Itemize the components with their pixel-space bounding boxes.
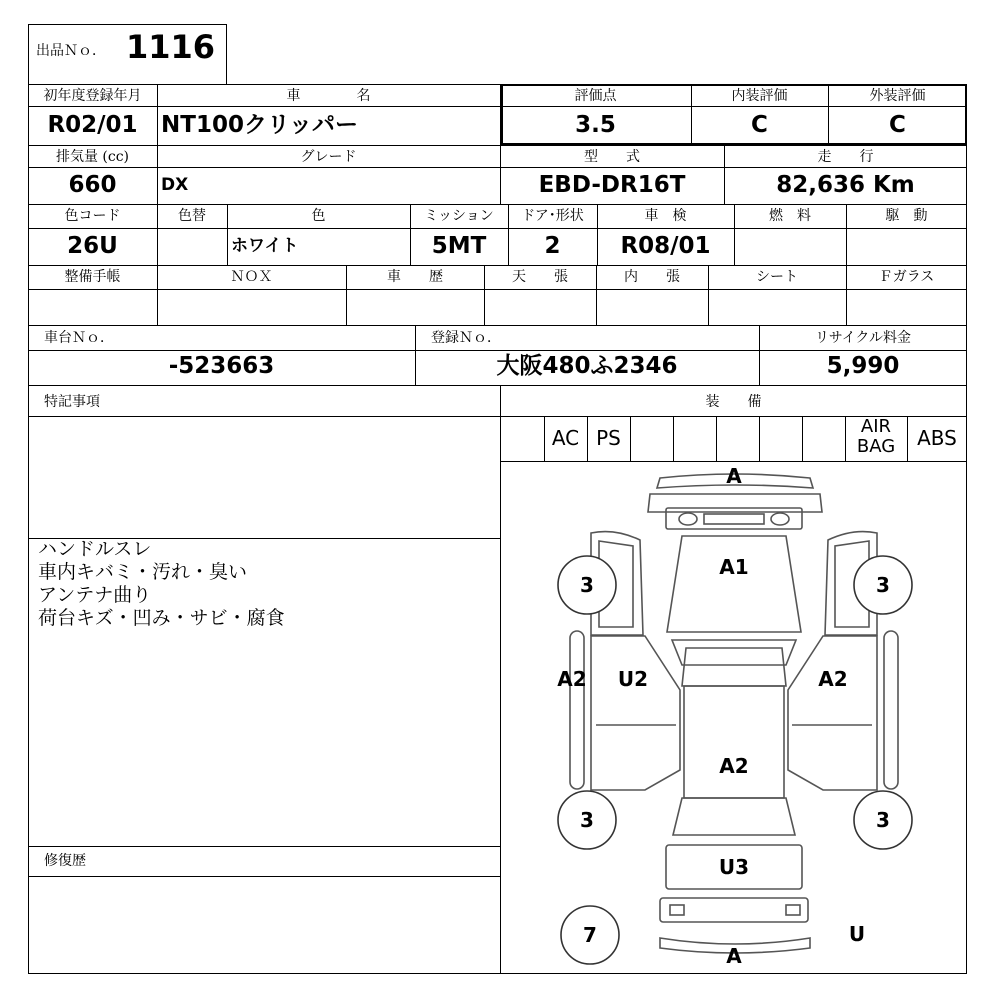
equipment-ps: PS — [596, 426, 621, 450]
inspection-value: R08/01 — [620, 233, 711, 259]
car-name-label: 車 名 — [286, 88, 371, 104]
special-note-line: アンテナ曲り — [38, 584, 152, 606]
maintenance-book-label: 整備手帳 — [64, 269, 121, 285]
diag-left-side: A2 — [557, 667, 587, 691]
equipment-ac: AC — [551, 426, 580, 450]
fuel-value — [734, 228, 846, 264]
registration-no-label: 登録Ｎｏ． — [431, 330, 501, 346]
fuel-label: 燃 料 — [769, 208, 811, 224]
recycle-fee-label: リサイクル料金 — [814, 330, 912, 346]
score-label: 評価点 — [574, 88, 617, 104]
color-change-label: 色替 — [178, 208, 206, 224]
diag-windshield: A1 — [719, 555, 749, 579]
special-notes-list — [38, 538, 285, 630]
registration-no-value: 大阪480ふ2346 — [496, 353, 678, 379]
drive-value — [846, 228, 967, 264]
diag-right-front-tire: 3 — [876, 573, 890, 597]
diag-spare-tire: 7 — [583, 923, 597, 947]
f-glass-label: Ｆガラス — [878, 269, 935, 285]
car-damage-diagram — [501, 462, 966, 973]
doors-value: 2 — [544, 233, 561, 259]
car-history-label: 車 歴 — [387, 269, 443, 285]
transmission-label: ミッション — [424, 208, 494, 224]
grade-value: DX — [161, 175, 189, 195]
first-reg-label: 初年度登録年月 — [43, 88, 142, 104]
recycle-fee-value: 5,990 — [826, 353, 900, 379]
special-note-line: 荷台キズ・凹み・サビ・腐食 — [38, 607, 285, 629]
diag-front: A — [726, 464, 742, 488]
diag-rear: A — [726, 944, 742, 968]
mileage-label: 走 行 — [817, 149, 874, 165]
lot-number-value: 1116 — [126, 28, 216, 66]
model-value: EBD-DR16T — [538, 172, 686, 198]
model-label: 型 式 — [584, 149, 640, 165]
displacement-value: 660 — [68, 172, 117, 198]
chassis-no-value: -523663 — [168, 353, 275, 379]
lot-number-label: 出品Ｎｏ． — [36, 43, 106, 59]
diag-rear-right: U — [848, 922, 866, 946]
exterior-eval-label: 外装評価 — [869, 88, 926, 104]
seat-label: シート — [756, 269, 798, 285]
color-change-value — [157, 228, 227, 264]
equipment-airbag: AIR BAG — [856, 416, 896, 457]
sunroof-label: 天 張 — [512, 269, 568, 285]
diag-left-front-tire: 3 — [580, 573, 594, 597]
diag-bed: A2 — [719, 754, 749, 778]
color-label: 色 — [311, 208, 326, 224]
color-code-value: 26U — [67, 233, 118, 259]
diag-left-rear-tire: 3 — [580, 808, 594, 832]
car-name-value: NT100クリッパー — [161, 112, 359, 138]
mileage-value: 82,636 Km — [776, 172, 915, 198]
equipment-abs: ABS — [917, 426, 957, 450]
special-note-line: 車内キバミ・汚れ・臭い — [38, 561, 248, 583]
chassis-no-label: 車台Ｎｏ． — [44, 330, 114, 346]
repair-history-label: 修復歴 — [44, 853, 86, 869]
interior-eval-label: 内装評価 — [731, 88, 788, 104]
displacement-label: 排気量 (cc) — [55, 149, 130, 165]
interior-eval-value: C — [751, 112, 768, 138]
drive-label: 駆 動 — [885, 208, 928, 224]
equipment-label: 装 備 — [705, 394, 762, 410]
door-shape-label: ドア･形状 — [521, 208, 584, 224]
transmission-value: 5MT — [431, 233, 487, 259]
color-code-label: 色コード — [64, 208, 121, 224]
first-reg-value: R02/01 — [47, 112, 138, 138]
diag-right-side: A2 — [818, 667, 848, 691]
special-notes-label: 特記事項 — [44, 394, 100, 410]
score-value: 3.5 — [575, 112, 616, 138]
interior-ceiling-label: 内 張 — [624, 269, 680, 285]
inspection-label: 車 検 — [644, 208, 687, 224]
special-note-line: ハンドルスレ — [38, 538, 152, 560]
color-value: ホワイト — [231, 236, 299, 256]
nox-label: ＮＯＸ — [230, 269, 273, 285]
diag-left-door: U2 — [617, 667, 649, 691]
exterior-eval-value: C — [889, 112, 906, 138]
grade-label: グレード — [300, 149, 357, 165]
diag-right-rear-tire: 3 — [876, 808, 890, 832]
diag-tailgate: U3 — [718, 855, 750, 879]
